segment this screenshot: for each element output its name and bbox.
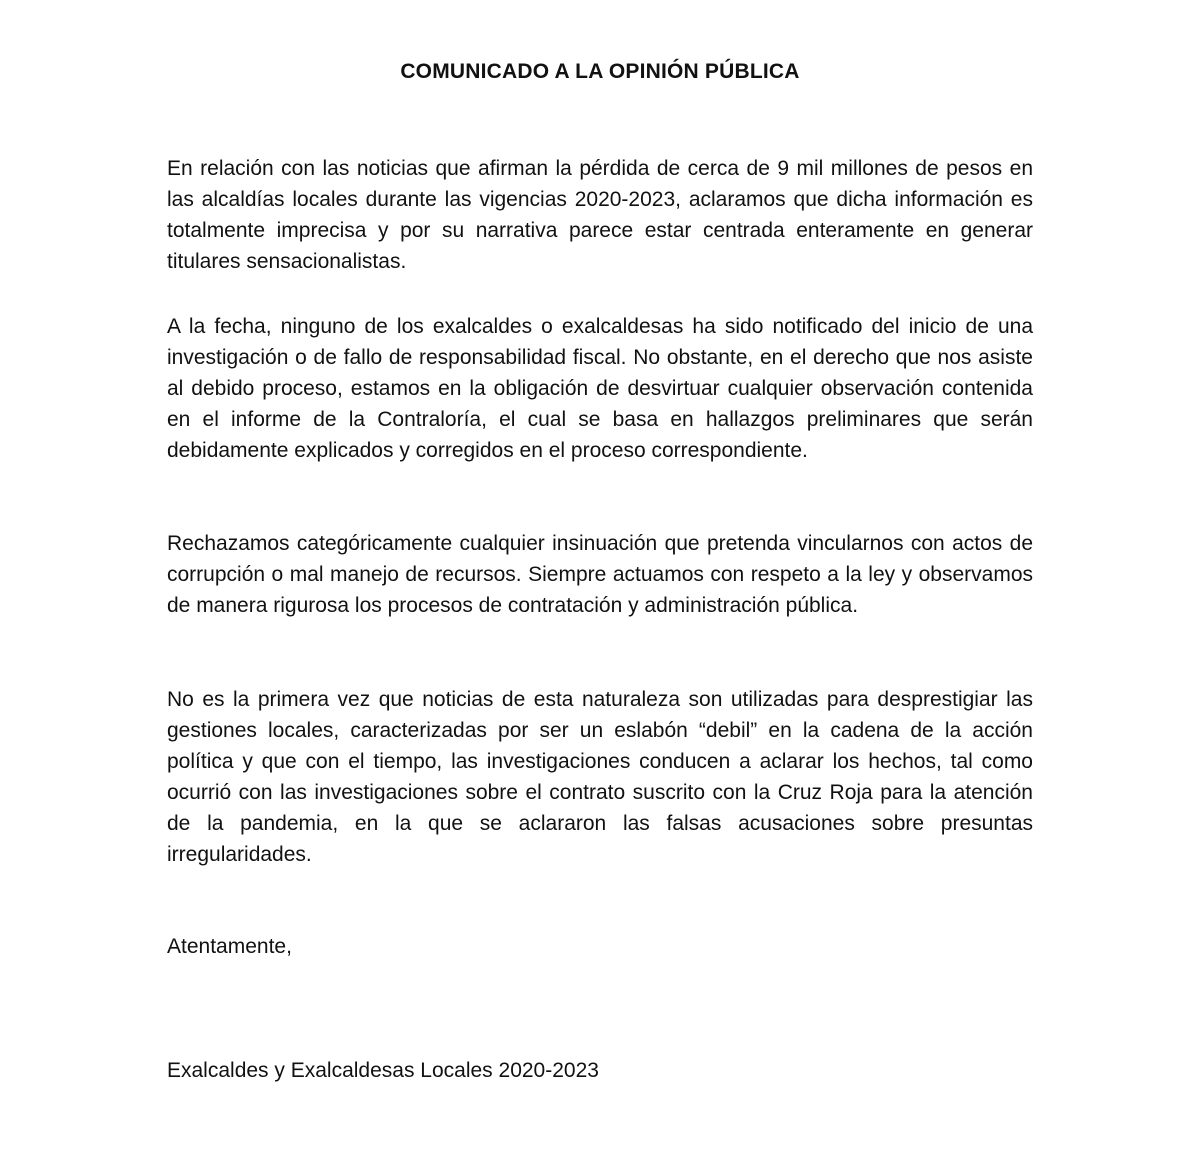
paragraph-1: En relación con las noticias que afirman la pérdida de cerca de 9 mil millones de pesos en las alcaldías locales durante las vigencias 2020-2023, aclaramos que dicha información es totalmente imprecisa y por su narrativa parece estar centrada enteramente en generar titulares sensacionalistas. [167, 157, 1033, 273]
closing-text: Atentamente, [167, 935, 292, 958]
paragraph-3: Rechazamos categóricamente cualquier insinuación que pretenda vincularnos con actos de corrupción o mal manejo de recursos. Siempre actuamos con respeto a la ley y observamos de manera rigurosa los procesos de contratación y administración pública. [167, 532, 1033, 617]
document-title: COMUNICADO A LA OPINIÓN PÚBLICA [400, 60, 800, 83]
paragraph-4: No es la primera vez que noticias de esta naturaleza son utilizadas para desprestigiar las gestiones locales, caracterizadas por ser un eslabón “debil” en la cadena de la acción política y que con el tiempo, las investigaciones conducen a aclarar los hechos, tal como ocurrió con las investigaciones sobre el contrato suscrito con la Cruz Roja para la atención de la pandemia, en la que se aclararon las falsas acusaciones sobre presuntas irregularidades. [167, 688, 1033, 866]
paragraph-2: A la fecha, ninguno de los exalcaldes o exalcaldesas ha sido notificado del inicio de una investigación o de fallo de responsabilidad fiscal. No obstante, en el derecho que nos asiste al debido proceso, estamos en la obligación de desvirtuar cualquier observación contenida en el informe de la Contraloría, el cual se basa en hallazgos preliminares que serán debidamente explicados y corregidos en el proceso correspondiente. [167, 315, 1033, 462]
signature-text: Exalcaldes y Exalcaldesas Locales 2020-2023 [167, 1059, 599, 1082]
